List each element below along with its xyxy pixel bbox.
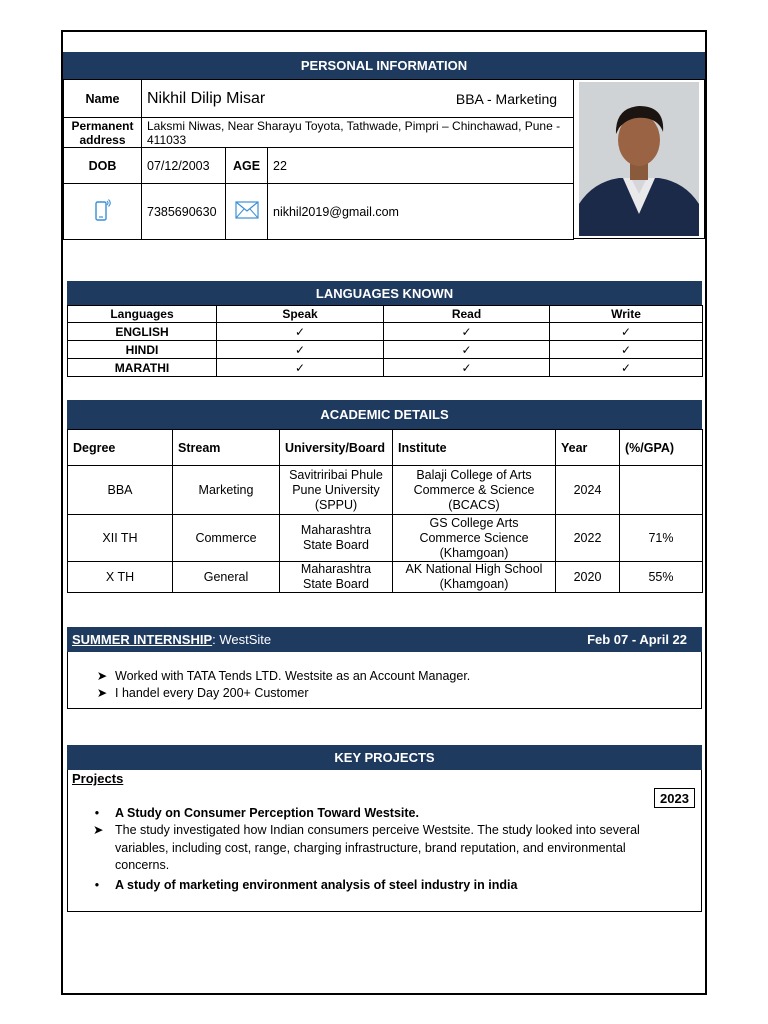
projects-title: KEY PROJECTS bbox=[334, 750, 435, 765]
table-row bbox=[68, 562, 703, 593]
check-mark: ✓ bbox=[550, 359, 703, 377]
acad-col-degree: Degree bbox=[68, 430, 173, 466]
check-mark: ✓ bbox=[550, 323, 703, 341]
dot-bullet-icon: • bbox=[94, 877, 100, 892]
check-mark: ✓ bbox=[384, 323, 550, 341]
language-name: HINDI bbox=[68, 341, 217, 359]
dot-bullet-icon: • bbox=[94, 806, 100, 820]
mobile-phone-icon bbox=[93, 197, 113, 223]
board-cell: Maharashtra State Board bbox=[280, 562, 393, 593]
stream-cell: Marketing bbox=[173, 466, 280, 515]
dob-value: 07/12/2003 bbox=[142, 148, 226, 184]
language-name: ENGLISH bbox=[68, 323, 217, 341]
projects-header bbox=[67, 745, 702, 770]
internship-period: Feb 07 - April 22 bbox=[587, 632, 687, 647]
lang-col-languages: Languages bbox=[68, 306, 217, 323]
internship-point-text: I handel every Day 200+ Customer bbox=[115, 686, 309, 700]
acad-col-stream: Stream bbox=[173, 430, 280, 466]
arrow-bullet-icon: ➤ bbox=[93, 823, 104, 837]
check-mark: ✓ bbox=[217, 323, 384, 341]
degree-cell: XII TH bbox=[68, 515, 173, 562]
check-mark: ✓ bbox=[550, 341, 703, 359]
languages-title: LANGUAGES KNOWN bbox=[315, 285, 454, 301]
projects-subheading: Projects bbox=[72, 771, 124, 786]
arrow-bullet-icon: ➤ bbox=[96, 686, 108, 700]
address-label: Permanent address bbox=[64, 118, 142, 148]
check-mark: ✓ bbox=[217, 359, 384, 377]
languages-header bbox=[67, 281, 702, 305]
email-value: nikhil2019@gmail.com bbox=[268, 184, 574, 240]
internship-header bbox=[67, 627, 702, 652]
lang-col-speak: Speak bbox=[217, 306, 384, 323]
degree-cell: BBA bbox=[68, 466, 173, 515]
envelope-icon bbox=[235, 201, 259, 219]
check-mark: ✓ bbox=[384, 341, 550, 359]
score-cell bbox=[620, 466, 703, 515]
academics-header bbox=[67, 400, 702, 429]
list-item bbox=[93, 877, 673, 894]
phone-icon-cell bbox=[64, 184, 142, 240]
year-cell: 2024 bbox=[556, 466, 620, 515]
internship-title: SUMMER INTERNSHIP bbox=[72, 632, 213, 647]
score-cell: 71% bbox=[620, 515, 703, 562]
year-cell: 2022 bbox=[556, 515, 620, 562]
project-description: The study investigated how Indian consumers perceive Westsite. The study looked into several variables, including cost, range, charging infrastructure, brand reputation, and environmental concerns. bbox=[115, 823, 640, 872]
list-item bbox=[93, 822, 673, 875]
stream-cell: General bbox=[173, 562, 280, 593]
phone-value: 7385690630 bbox=[142, 184, 226, 240]
check-mark: ✓ bbox=[384, 359, 550, 377]
arrow-bullet-icon: ➤ bbox=[96, 669, 108, 683]
project-year-badge: 2023 bbox=[654, 788, 695, 808]
acad-col-score: (%/GPA) bbox=[620, 430, 703, 466]
personal-info-header bbox=[63, 52, 705, 79]
program-label: BBA - Marketing bbox=[455, 90, 558, 107]
internship-point-text: Worked with TATA Tends LTD. Westsite as an Account Manager. bbox=[115, 669, 471, 683]
score-cell: 55% bbox=[620, 562, 703, 593]
institute-cell: GS College Arts Commerce Science (Khamgoan) bbox=[393, 515, 556, 562]
acad-col-board: University/Board bbox=[280, 430, 393, 466]
age-value: 22 bbox=[268, 148, 574, 184]
languages-table bbox=[67, 305, 703, 377]
table-row bbox=[68, 466, 703, 515]
lang-col-read: Read bbox=[384, 306, 550, 323]
list-item bbox=[93, 668, 683, 685]
project-title: A study of marketing environment analysis of steel industry in india bbox=[115, 877, 518, 892]
table-row bbox=[68, 359, 703, 377]
board-cell: Savitriribai Phule Pune University (SPPU) bbox=[280, 466, 393, 515]
internship-heading-group bbox=[72, 632, 271, 647]
acad-col-institute: Institute bbox=[393, 430, 556, 466]
institute-cell: Balaji College of Arts Commerce & Science (BCACS) bbox=[393, 466, 556, 515]
list-item bbox=[93, 805, 673, 822]
stream-cell: Commerce bbox=[173, 515, 280, 562]
personal-info-table bbox=[63, 79, 574, 240]
name-cell bbox=[142, 80, 574, 118]
profile-photo-frame bbox=[573, 79, 705, 239]
age-label: AGE bbox=[226, 148, 268, 184]
project-title: A Study on Consumer Perception Toward Westsite. bbox=[115, 806, 419, 820]
lang-col-write: Write bbox=[550, 306, 703, 323]
academics-table bbox=[67, 429, 703, 593]
dob-label: DOB bbox=[64, 148, 142, 184]
table-row bbox=[68, 341, 703, 359]
year-cell: 2020 bbox=[556, 562, 620, 593]
address-value: Laksmi Niwas, Near Sharayu Toyota, Tathwade, Pimpri – Chinchawad, Pune - 411033 bbox=[142, 118, 574, 148]
language-name: MARATHI bbox=[68, 359, 217, 377]
profile-photo bbox=[579, 82, 699, 236]
list-item bbox=[93, 685, 683, 702]
degree-cell: X TH bbox=[68, 562, 173, 593]
institute-cell: AK National High School (Khamgoan) bbox=[393, 562, 556, 593]
full-name: Nikhil Dilip Misar bbox=[147, 89, 266, 107]
personal-info-title: PERSONAL INFORMATION bbox=[300, 58, 468, 73]
table-row bbox=[68, 515, 703, 562]
table-row bbox=[68, 323, 703, 341]
email-icon-cell bbox=[226, 184, 268, 240]
acad-col-year: Year bbox=[556, 430, 620, 466]
name-label: Name bbox=[64, 80, 142, 118]
internship-points bbox=[93, 668, 683, 702]
academics-title: ACADEMIC DETAILS bbox=[320, 407, 449, 422]
board-cell: Maharashtra State Board bbox=[280, 515, 393, 562]
check-mark: ✓ bbox=[217, 341, 384, 359]
internship-company: : WestSite bbox=[212, 632, 272, 647]
projects-list bbox=[93, 805, 673, 894]
